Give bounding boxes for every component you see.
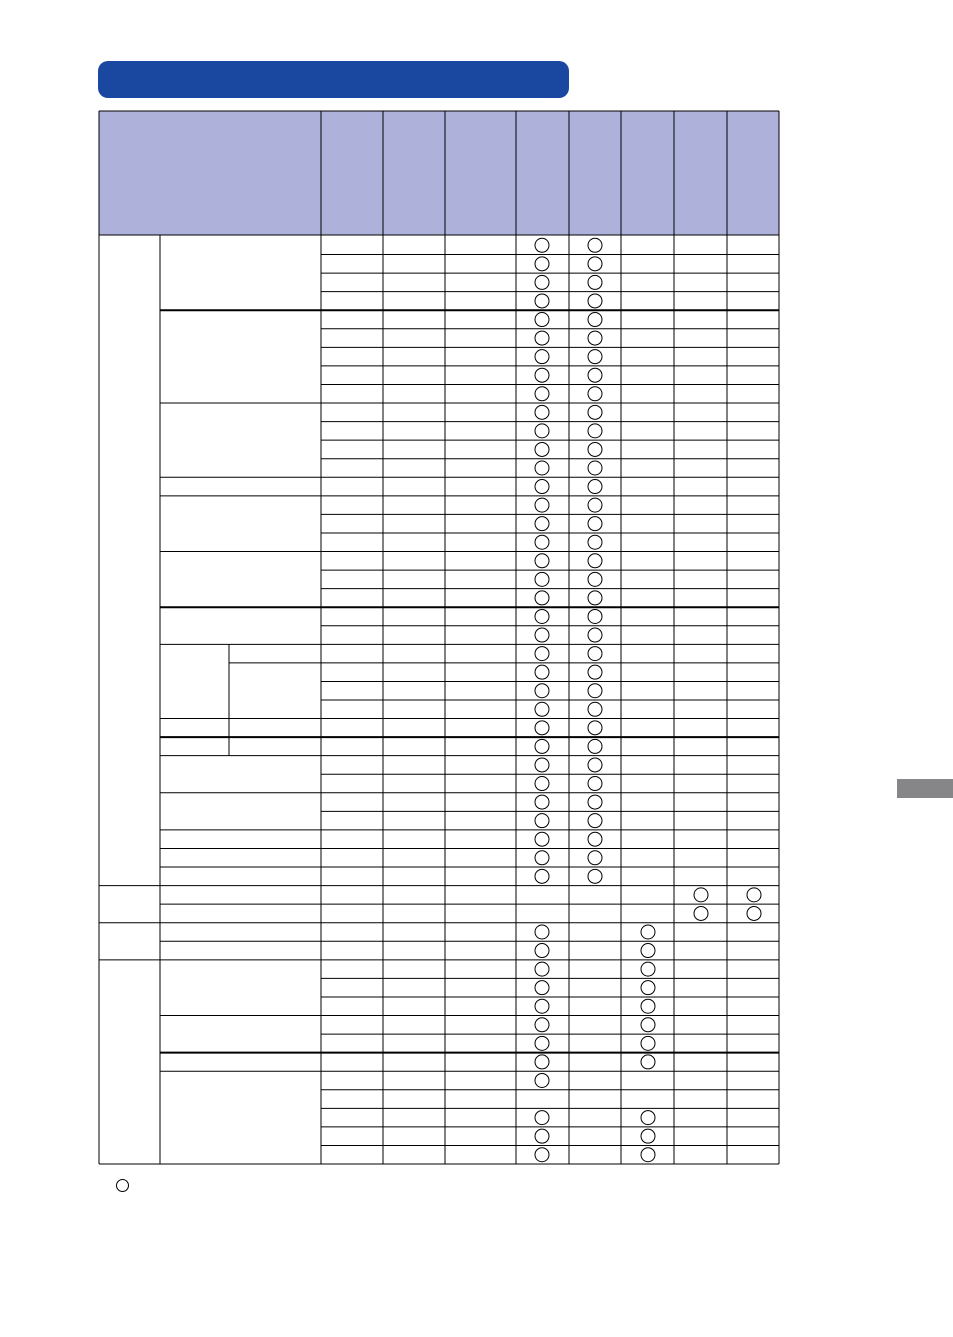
circle-mark-icon — [588, 238, 602, 252]
circle-mark-icon — [535, 387, 549, 401]
circle-mark-icon — [588, 628, 602, 642]
circle-mark-icon — [535, 1073, 549, 1087]
table-header — [99, 111, 779, 235]
circle-mark-icon — [641, 962, 655, 976]
circle-mark-icon — [641, 925, 655, 939]
circle-mark-icon — [535, 275, 549, 289]
circle-mark-icon — [535, 851, 549, 865]
circle-mark-icon — [588, 647, 602, 661]
circle-mark-icon — [641, 981, 655, 995]
circle-mark-icon — [641, 944, 655, 958]
circle-mark-icon — [588, 554, 602, 568]
circle-mark-icon — [588, 275, 602, 289]
circle-mark-icon — [588, 869, 602, 883]
circle-mark-icon — [535, 869, 549, 883]
circle-mark-icon — [535, 1148, 549, 1162]
table-grid — [99, 111, 779, 1164]
circle-mark-icon — [535, 665, 549, 679]
circle-mark-icon — [535, 944, 549, 958]
circle-mark-icon — [588, 498, 602, 512]
circle-mark-icon — [588, 424, 602, 438]
circle-mark-icon — [588, 517, 602, 531]
circle-mark-icon — [747, 906, 761, 920]
circle-mark-icon — [588, 480, 602, 494]
circle-mark-icon — [535, 498, 549, 512]
circle-mark-icon — [535, 628, 549, 642]
circle-mark-icon — [588, 684, 602, 698]
circle-mark-icon — [535, 480, 549, 494]
circle-mark-icon — [588, 721, 602, 735]
circle-mark-icon — [535, 442, 549, 456]
circle-mark-icon — [588, 572, 602, 586]
circle-mark-icon — [535, 1018, 549, 1032]
circle-mark-icon — [535, 368, 549, 382]
circle-mark-icon — [588, 461, 602, 475]
circle-mark-icon — [535, 647, 549, 661]
circle-mark-icon — [535, 294, 549, 308]
circle-mark-icon — [641, 1018, 655, 1032]
legend-circle-mark-icon — [116, 1179, 129, 1192]
circle-mark-icon — [588, 294, 602, 308]
circle-mark-icon — [588, 851, 602, 865]
circle-mark-icon — [588, 257, 602, 271]
circle-mark-icon — [535, 1129, 549, 1143]
circle-mark-icon — [535, 999, 549, 1013]
circle-mark-icon — [535, 554, 549, 568]
circle-mark-icon — [535, 777, 549, 791]
circle-mark-icon — [588, 609, 602, 623]
circle-mark-icon — [535, 461, 549, 475]
circle-mark-icon — [588, 331, 602, 345]
circle-mark-icon — [588, 368, 602, 382]
circle-mark-icon — [641, 1111, 655, 1125]
circle-mark-icon — [641, 1129, 655, 1143]
circle-mark-icon — [535, 572, 549, 586]
circle-mark-icon — [535, 609, 549, 623]
circle-mark-icon — [535, 405, 549, 419]
circle-mark-icon — [588, 387, 602, 401]
circle-mark-icon — [535, 424, 549, 438]
circle-mark-icon — [588, 313, 602, 327]
circle-mark-icon — [535, 238, 549, 252]
circle-mark-icon — [535, 758, 549, 772]
circle-mark-icon — [588, 442, 602, 456]
circle-mark-icon — [588, 405, 602, 419]
circle-mark-icon — [535, 517, 549, 531]
circle-mark-icon — [588, 795, 602, 809]
circle-mark-icon — [535, 814, 549, 828]
circle-mark-icon — [588, 758, 602, 772]
circle-mark-icon — [535, 350, 549, 364]
circle-mark-icon — [588, 777, 602, 791]
circle-mark-icon — [747, 888, 761, 902]
circle-mark-icon — [535, 1036, 549, 1050]
circle-mark-icon — [588, 350, 602, 364]
circle-mark-icon — [535, 313, 549, 327]
circle-mark-icon — [588, 739, 602, 753]
circle-mark-icon — [588, 814, 602, 828]
circle-mark-icon — [694, 888, 708, 902]
circle-mark-icon — [535, 535, 549, 549]
circle-mark-icon — [588, 535, 602, 549]
circle-mark-icon — [535, 962, 549, 976]
circle-mark-icon — [641, 1036, 655, 1050]
circle-mark-icon — [641, 999, 655, 1013]
circle-mark-icon — [641, 1055, 655, 1069]
side-tab-marker — [897, 779, 953, 798]
circle-mark-icon — [535, 795, 549, 809]
circle-mark-icon — [535, 1055, 549, 1069]
circle-mark-icon — [535, 1111, 549, 1125]
circle-mark-icon — [535, 925, 549, 939]
circle-mark-icon — [535, 832, 549, 846]
circle-mark-icon — [641, 1148, 655, 1162]
circle-mark-icon — [535, 684, 549, 698]
circle-mark-icon — [535, 257, 549, 271]
circle-mark-icon — [694, 906, 708, 920]
circle-mark-icon — [535, 739, 549, 753]
circle-mark-icon — [588, 591, 602, 605]
circle-mark-icon — [588, 702, 602, 716]
circle-mark-icon — [535, 331, 549, 345]
circle-mark-icon — [535, 591, 549, 605]
circle-mark-icon — [588, 665, 602, 679]
circle-mark-icon — [535, 721, 549, 735]
circle-mark-icon — [535, 702, 549, 716]
circle-mark-icon — [588, 832, 602, 846]
circle-mark-icon — [535, 981, 549, 995]
